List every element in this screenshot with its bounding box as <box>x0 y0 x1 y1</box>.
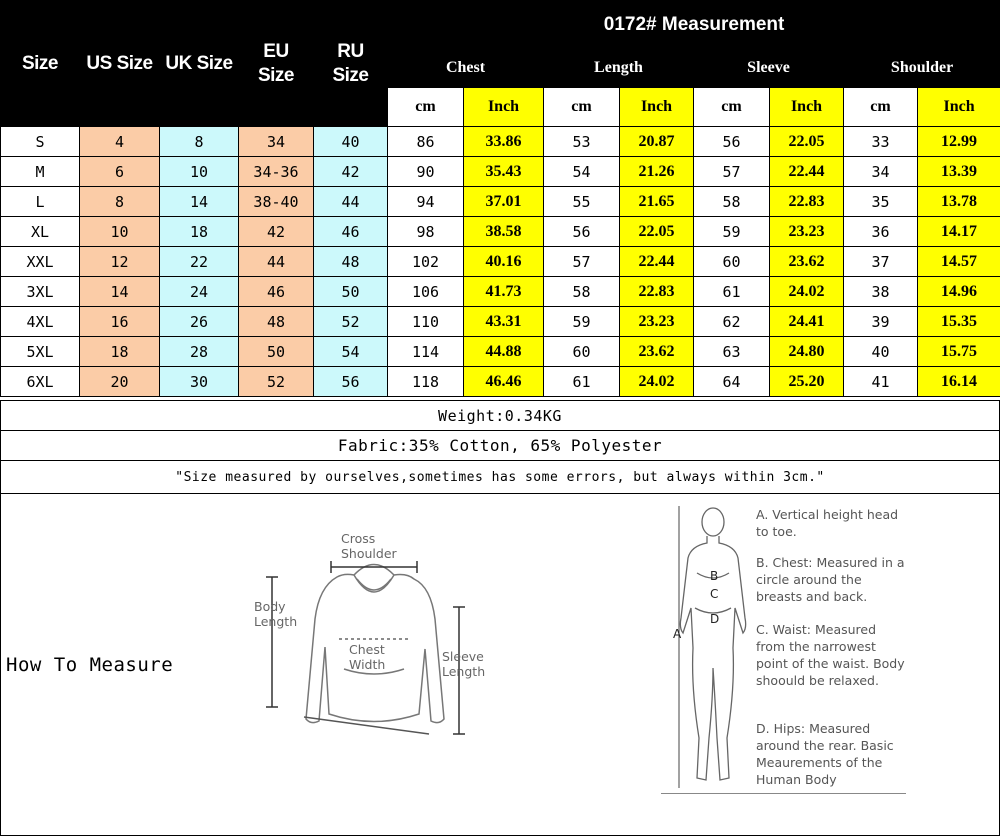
cell-shoulder-cm: 39 <box>844 307 918 337</box>
cell-shoulder-cm: 36 <box>844 217 918 247</box>
cell-sleeve-cm: 63 <box>694 337 770 367</box>
cell-uk: 14 <box>160 187 239 217</box>
cell-us: 10 <box>80 217 160 247</box>
cell-shoulder-cm: 41 <box>844 367 918 397</box>
header-eu-line1: EU <box>263 40 289 62</box>
header-eu-size <box>239 1 314 127</box>
cell-size: XXL <box>1 247 80 277</box>
cell-uk: 24 <box>160 277 239 307</box>
size-chart-table <box>0 0 1000 397</box>
cell-size: XL <box>1 217 80 247</box>
cell-length-in: 22.44 <box>620 247 694 277</box>
unit-inch: Inch <box>620 88 694 127</box>
body-diagram <box>661 498 906 794</box>
measurement-title: 0172# Measurement <box>388 1 1000 49</box>
cell-sleeve-cm: 59 <box>694 217 770 247</box>
cell-eu: 34 <box>239 127 314 157</box>
cell-length-cm: 54 <box>544 157 620 187</box>
cell-sleeve-in: 22.44 <box>770 157 844 187</box>
cell-length-cm: 53 <box>544 127 620 157</box>
cell-length-in: 21.26 <box>620 157 694 187</box>
table-row <box>1 307 1000 337</box>
how-to-measure-section <box>0 494 1000 836</box>
cell-sleeve-in: 22.05 <box>770 127 844 157</box>
cell-shoulder-cm: 38 <box>844 277 918 307</box>
body-length-label <box>254 599 297 629</box>
chest-width-line2: Width <box>349 657 386 672</box>
cell-length-cm: 59 <box>544 307 620 337</box>
marker-b: B <box>710 569 719 583</box>
unit-inch: Inch <box>918 88 1000 127</box>
cell-chest-in: 40.16 <box>464 247 544 277</box>
marker-c: C <box>710 587 719 601</box>
unit-cm: cm <box>694 88 770 127</box>
cell-sleeve-in: 22.83 <box>770 187 844 217</box>
header-size: Size <box>1 1 80 127</box>
cell-ru: 42 <box>314 157 388 187</box>
body-length-line1: Body <box>254 599 286 614</box>
cell-sleeve-cm: 56 <box>694 127 770 157</box>
cell-length-in: 22.05 <box>620 217 694 247</box>
cell-shoulder-in: 13.39 <box>918 157 1000 187</box>
cell-chest-in: 35.43 <box>464 157 544 187</box>
cell-chest-in: 44.88 <box>464 337 544 367</box>
unit-cm: cm <box>544 88 620 127</box>
cell-uk: 22 <box>160 247 239 277</box>
cell-uk: 8 <box>160 127 239 157</box>
header-us-size: US Size <box>80 1 160 127</box>
cell-length-in: 22.83 <box>620 277 694 307</box>
cell-eu: 34-36 <box>239 157 314 187</box>
cell-uk: 28 <box>160 337 239 367</box>
cell-shoulder-in: 14.17 <box>918 217 1000 247</box>
cell-uk: 10 <box>160 157 239 187</box>
cell-length-cm: 58 <box>544 277 620 307</box>
note-chest: B. Chest: Measured in a circle around the breasts and back. <box>756 555 905 604</box>
cell-size: 6XL <box>1 367 80 397</box>
cell-ru: 48 <box>314 247 388 277</box>
group-chest: Chest <box>388 49 544 88</box>
unit-cm: cm <box>844 88 918 127</box>
group-sleeve: Sleeve <box>694 49 844 88</box>
cell-chest-in: 37.01 <box>464 187 544 217</box>
size-note: "Size measured by ourselves,sometimes has some errors, but always within 3cm." <box>1 461 1000 494</box>
cell-sleeve-cm: 57 <box>694 157 770 187</box>
cross-shoulder-line2: Shoulder <box>341 546 397 561</box>
cell-chest-cm: 90 <box>388 157 464 187</box>
cell-chest-cm: 118 <box>388 367 464 397</box>
cell-us: 4 <box>80 127 160 157</box>
cell-eu: 48 <box>239 307 314 337</box>
table-row <box>1 247 1000 277</box>
cell-chest-cm: 110 <box>388 307 464 337</box>
cell-us: 20 <box>80 367 160 397</box>
cell-chest-cm: 98 <box>388 217 464 247</box>
cell-sleeve-in: 24.41 <box>770 307 844 337</box>
cell-eu: 52 <box>239 367 314 397</box>
body-length-line2: Length <box>254 614 298 629</box>
cell-eu: 42 <box>239 217 314 247</box>
marker-a: A <box>673 627 682 641</box>
cell-us: 8 <box>80 187 160 217</box>
cell-uk: 30 <box>160 367 239 397</box>
cell-chest-in: 46.46 <box>464 367 544 397</box>
unit-inch: Inch <box>464 88 544 127</box>
cell-us: 18 <box>80 337 160 367</box>
note-height: A. Vertical height head to toe. <box>756 507 899 539</box>
cell-chest-in: 41.73 <box>464 277 544 307</box>
cell-shoulder-in: 16.14 <box>918 367 1000 397</box>
cell-chest-cm: 114 <box>388 337 464 367</box>
cell-sleeve-cm: 61 <box>694 277 770 307</box>
cell-chest-in: 38.58 <box>464 217 544 247</box>
cell-shoulder-in: 14.96 <box>918 277 1000 307</box>
cell-length-in: 23.23 <box>620 307 694 337</box>
cell-shoulder-cm: 40 <box>844 337 918 367</box>
cell-size: L <box>1 187 80 217</box>
cell-shoulder-in: 14.57 <box>918 247 1000 277</box>
table-row <box>1 217 1000 247</box>
cell-ru: 50 <box>314 277 388 307</box>
header-uk-size: UK Size <box>160 1 239 127</box>
marker-d: D <box>710 612 720 626</box>
header-ru-size <box>314 1 388 127</box>
cell-sleeve-cm: 60 <box>694 247 770 277</box>
cell-eu: 50 <box>239 337 314 367</box>
cell-shoulder-in: 15.75 <box>918 337 1000 367</box>
unit-cm: cm <box>388 88 464 127</box>
cell-ru: 44 <box>314 187 388 217</box>
table-row <box>1 367 1000 397</box>
group-length: Length <box>544 49 694 88</box>
cell-length-cm: 56 <box>544 217 620 247</box>
cell-shoulder-cm: 37 <box>844 247 918 277</box>
cell-eu: 46 <box>239 277 314 307</box>
sleeve-length-line2: Length <box>442 664 486 679</box>
table-row <box>1 277 1000 307</box>
cell-size: M <box>1 157 80 187</box>
cell-sleeve-in: 25.20 <box>770 367 844 397</box>
chest-width-label <box>349 642 385 672</box>
cell-chest-cm: 106 <box>388 277 464 307</box>
cell-length-in: 23.62 <box>620 337 694 367</box>
cell-shoulder-in: 13.78 <box>918 187 1000 217</box>
cell-us: 16 <box>80 307 160 337</box>
cell-sleeve-in: 23.23 <box>770 217 844 247</box>
cell-sleeve-cm: 64 <box>694 367 770 397</box>
table-row <box>1 157 1000 187</box>
header-eu-line2: Size <box>257 64 295 86</box>
group-shoulder: Shoulder <box>844 49 1000 88</box>
cell-shoulder-in: 15.35 <box>918 307 1000 337</box>
cell-chest-cm: 102 <box>388 247 464 277</box>
cell-ru: 40 <box>314 127 388 157</box>
cell-eu: 44 <box>239 247 314 277</box>
weight-info: Weight:0.34KG <box>1 401 1000 431</box>
cell-shoulder-cm: 33 <box>844 127 918 157</box>
note-hips: D. Hips: Measured around the rear. Basic Meaurements of the Human Body <box>756 721 894 787</box>
cross-shoulder-label <box>341 531 397 561</box>
cell-length-cm: 61 <box>544 367 620 397</box>
cell-sleeve-cm: 58 <box>694 187 770 217</box>
cell-chest-in: 43.31 <box>464 307 544 337</box>
cell-chest-cm: 94 <box>388 187 464 217</box>
cell-ru: 54 <box>314 337 388 367</box>
cell-ru: 46 <box>314 217 388 247</box>
cell-us: 14 <box>80 277 160 307</box>
how-to-measure-label: How To Measure <box>6 654 174 676</box>
cell-length-cm: 57 <box>544 247 620 277</box>
sleeve-length-label <box>442 649 485 679</box>
cell-us: 6 <box>80 157 160 187</box>
cell-eu: 38-40 <box>239 187 314 217</box>
cell-sleeve-in: 23.62 <box>770 247 844 277</box>
cell-length-in: 21.65 <box>620 187 694 217</box>
cell-length-in: 20.87 <box>620 127 694 157</box>
unit-inch: Inch <box>770 88 844 127</box>
shirt-diagram <box>249 529 499 739</box>
header-ru-line1: RU <box>337 40 364 62</box>
cell-size: 3XL <box>1 277 80 307</box>
cell-chest-in: 33.86 <box>464 127 544 157</box>
header-ru-line2: Size <box>332 64 369 86</box>
cell-length-in: 24.02 <box>620 367 694 397</box>
cell-shoulder-cm: 34 <box>844 157 918 187</box>
cell-size: 4XL <box>1 307 80 337</box>
cell-uk: 26 <box>160 307 239 337</box>
note-waist: C. Waist: Measured from the narrowest point of the waist. Body shoould be relaxed. <box>756 622 905 688</box>
table-row <box>1 187 1000 217</box>
cell-ru: 56 <box>314 367 388 397</box>
info-table <box>0 400 1000 494</box>
cell-chest-cm: 86 <box>388 127 464 157</box>
cell-sleeve-in: 24.80 <box>770 337 844 367</box>
cell-us: 12 <box>80 247 160 277</box>
cell-shoulder-cm: 35 <box>844 187 918 217</box>
table-row <box>1 127 1000 157</box>
cell-length-cm: 60 <box>544 337 620 367</box>
cross-shoulder-line1: Cross <box>341 531 376 546</box>
cell-length-cm: 55 <box>544 187 620 217</box>
cell-ru: 52 <box>314 307 388 337</box>
cell-size: 5XL <box>1 337 80 367</box>
cell-uk: 18 <box>160 217 239 247</box>
chest-width-line1: Chest <box>349 642 385 657</box>
cell-shoulder-in: 12.99 <box>918 127 1000 157</box>
human-body-icon <box>661 498 751 793</box>
fabric-info: Fabric:35% Cotton, 65% Polyester <box>1 431 1000 461</box>
cell-sleeve-in: 24.02 <box>770 277 844 307</box>
cell-size: S <box>1 127 80 157</box>
cell-sleeve-cm: 62 <box>694 307 770 337</box>
table-row <box>1 337 1000 367</box>
sleeve-length-line1: Sleeve <box>442 649 484 664</box>
